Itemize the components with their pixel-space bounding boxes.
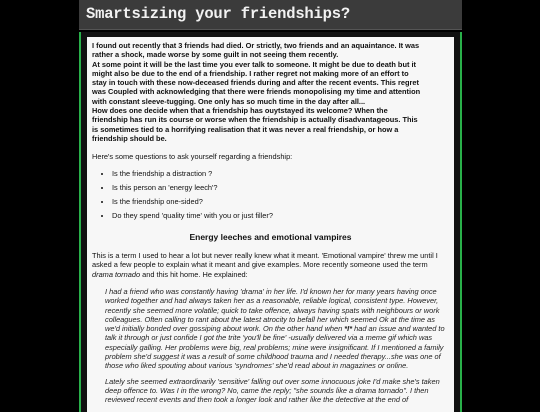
page-header (79, 0, 462, 30)
page-title: Smartsizing your friendships? (86, 5, 350, 23)
quote-paragraph: Lately she seemed extraordinarily 'sensitive' falling out over some innocuous joke I'd make she's taken deep offence to. Was I in the wrong? No, came the reply; "she sounds like a drama tornado". I then reviewed recent events and then took a longer look and rather like the detective at the end of (105, 376, 440, 405)
intro-line: How does one decide when that a friendship has ouytstayed its welcome? When the (92, 106, 388, 116)
article-body (87, 37, 454, 412)
intro-line: was Coupled with acknowledging that there were friends monopolising my time and attention (92, 87, 421, 97)
question-item: • Is the friendship one-sided? (112, 197, 449, 206)
intro-line: friendship has run its course or worse when the friendship is actually disadvantageous. This (92, 115, 418, 125)
questions-intro: Here's some questions to ask yourself regarding a friendship: (92, 152, 293, 162)
intro-line: stay in touch with these now-deceased friends during and after the recent events. This regret (92, 78, 419, 88)
question-item: • Do they spend 'quality time' with you or just filler? (112, 211, 449, 220)
section-paragraph (92, 251, 449, 279)
intro-line: I found out recently that 3 friends had died. Or strictly, two friends and an aquaintance. It was (92, 41, 420, 50)
section-paragraph-part1: This is a term I used to hear a lot but never really knew what it meant. 'Emotional vampire' threw me until I asked a few people to explain what it meant and give examples. More recently someone used the term (92, 251, 438, 270)
intro-line: rather a shock, made worse by some guilt in not seeing them recently. (92, 50, 339, 60)
blockquote (105, 287, 449, 405)
intro-line: friendship should be. (92, 133, 167, 143)
questions-list (92, 169, 449, 221)
intro-line: is sometimes tied to a horrifying realisation that it was never a real friendship, or how a (92, 124, 399, 134)
quote-text: had an issue and wanted to talk it through or just confide I got the trite 'you'll be fine' -usually delivered via a meme gif which was especially galling. Her problems were big, real problems; mine were insignificant. If I mentioned a family problem she'd suggest it was a result of some childhood trauma and I needed therapy...she was one of those who liked spouting about various 'syndromes' she'd read about in magazines or online. (105, 324, 445, 371)
intro-line: At some point it will be the last time you ever talk to someone. It might be due to death but it (92, 59, 416, 69)
quote-paragraph (105, 287, 449, 371)
quote-text: I had a friend who was constantly having 'drama' in her life. I'd known her for many years having once worked together and had always taken her as a reasonable, reliable logical, consistent type. However, recently she seemed more volatile; quick to take offence, always having spats with neighbours or work colleagues. Often calling to rant about the latest atrocity to befall her which seemed Ok at the time as we'd initially bonded over gossiping about work. On the other hand when (105, 286, 440, 334)
question-item: • Is this person an 'energy leech'? (112, 183, 449, 192)
content-panel (79, 32, 462, 412)
intro-line: with constant sleeve-tugging. One only has so much time in the day after all... (92, 96, 366, 106)
section-paragraph-part2: and this hit home. He explained: (140, 269, 248, 279)
section-heading: Energy leeches and emotional vampires (189, 231, 352, 242)
intro-line: might also be due to the end of a friendship. I rather regret not making more of an effort to (92, 68, 409, 78)
intro-bold-paragraph (92, 41, 449, 143)
question-item: • Is the friendship a distraction ? (112, 169, 449, 178)
section-paragraph-emphasis: drama tornado (92, 269, 141, 279)
quote-emphasis: *I* (344, 324, 353, 334)
